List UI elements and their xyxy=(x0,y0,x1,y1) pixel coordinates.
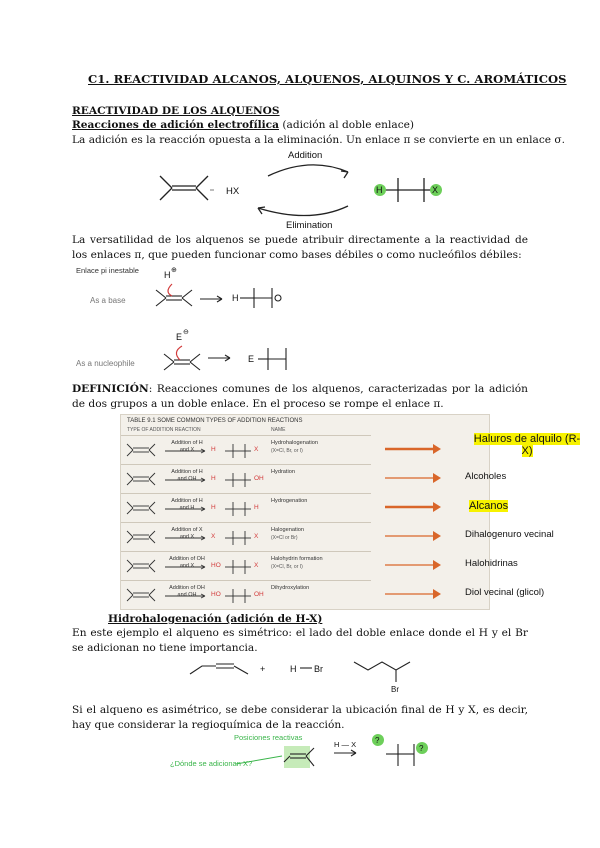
reaction-name: Dihydroxylation xyxy=(271,585,310,591)
minus-charge: ⊖ xyxy=(183,329,189,336)
reaction-subtitle: (X=Cl or Br) xyxy=(271,535,298,541)
left-group: H xyxy=(211,475,216,482)
reagent-hx: HX xyxy=(226,186,240,197)
reagent-label: Addition of X and X xyxy=(171,527,203,540)
product-note-text: Halohidrinas xyxy=(465,558,518,569)
table-row xyxy=(121,551,371,582)
table-row xyxy=(121,464,371,495)
reaction-subtitle: (X=Cl, Br, or I) xyxy=(271,448,303,454)
paragraph-1: La adición es la reacción opuesta a la eliminación. Un enlace π se convierte en un enlace σ. xyxy=(72,134,566,146)
left-group: H xyxy=(211,504,216,511)
left-group: HO xyxy=(211,562,221,569)
elimination-label: Elimination xyxy=(286,220,333,230)
addition-elimination-figure xyxy=(150,148,460,230)
table-row xyxy=(121,493,371,524)
right-group: H xyxy=(254,504,259,511)
h-atom: H xyxy=(290,664,297,674)
reagent-label: Addition of OH and OH xyxy=(169,585,205,598)
reaction-subtitle: (X=Cl, Br, or I) xyxy=(271,564,303,570)
left-group: X xyxy=(211,533,216,540)
product-note xyxy=(469,433,585,457)
note-arrow xyxy=(383,443,443,455)
note-arrow xyxy=(383,559,443,571)
product-note-text: Haluros de alquilo (R-X) xyxy=(473,433,581,457)
reaction-name: Hydrogenation xyxy=(271,498,308,504)
as-base-label: As a base xyxy=(90,296,126,305)
reaction-name: Hydration xyxy=(271,469,295,475)
plus-sign: + xyxy=(260,664,266,674)
question-1: ? xyxy=(375,736,380,745)
reaction-name: Hydrohalogenation xyxy=(271,440,318,446)
br-atom: Br xyxy=(314,664,323,674)
h-label: H xyxy=(376,185,383,195)
section-heading: REACTIVIDAD DE LOS ALQUENOS xyxy=(72,105,280,117)
product-note xyxy=(465,558,595,569)
h-plus-label: H xyxy=(164,270,171,280)
reaction-scheme xyxy=(121,494,371,523)
note-arrow xyxy=(383,472,443,484)
where-add-label: ¿Dónde se adicionan X? xyxy=(170,759,253,768)
left-group: H xyxy=(211,446,216,453)
right-group: X xyxy=(254,533,259,540)
reactive-positions-label: Posiciones reactivas xyxy=(234,733,303,742)
reaction-scheme xyxy=(121,552,371,581)
hx-reagent: H — X xyxy=(334,740,357,749)
table-caption: TABLE 9.1 SOME COMMON TYPES OF ADDITION REACTIONS xyxy=(127,418,303,424)
h-product: H xyxy=(232,293,239,303)
right-group: OH xyxy=(254,591,264,598)
note-arrow xyxy=(383,530,443,542)
product-note xyxy=(465,529,595,540)
definition-text: : Reacciones comunes de los alquenos, caracterizadas por la adición de dos grupos a un doble enlace. En el proceso se rompe el enlace π. xyxy=(72,383,528,410)
product-note-text: Alcoholes xyxy=(465,471,507,482)
product-note xyxy=(469,500,599,512)
product-note xyxy=(465,587,595,598)
base-nucleophile-figure xyxy=(72,264,332,376)
right-group: OH xyxy=(254,475,264,482)
paragraph-3: En este ejemplo el alqueno es simétrico: el lado del doble enlace donde el H y el Br se adicionan no tiene importancia. xyxy=(72,627,528,654)
regiochemistry-figure xyxy=(166,732,436,782)
reagent-label: Addition of H and H xyxy=(171,498,203,511)
br-product: Br xyxy=(391,685,399,694)
table-row xyxy=(121,580,371,611)
subheading xyxy=(72,118,414,133)
as-nucleophile-label: As a nucleophile xyxy=(76,359,135,368)
product-note-text: Dihalogenuro vecinal xyxy=(465,529,554,540)
note-arrow xyxy=(383,501,443,513)
hydrohalogenation-heading: Hidrohalogenación (adición de H-X) xyxy=(108,613,323,625)
reaction-scheme xyxy=(121,581,371,610)
reagent-label: Addition of H and X xyxy=(171,440,203,453)
reaction-scheme xyxy=(121,436,371,465)
e-product: E xyxy=(248,354,255,364)
enlace-pi-label: Enlace pi inestable xyxy=(76,266,139,275)
right-group: X xyxy=(254,446,259,453)
definition-paragraph xyxy=(72,382,528,411)
table-row xyxy=(121,522,371,553)
table-row xyxy=(121,435,371,466)
definition-label: DEFINICIÓN xyxy=(72,383,149,395)
addition-label: Addition xyxy=(288,150,323,161)
x-label: X xyxy=(432,185,439,195)
product-note-text: Alcanos xyxy=(469,500,509,512)
reagent-label: Addition of H and OH xyxy=(171,469,203,482)
e-label: E xyxy=(176,332,183,342)
reaction-scheme xyxy=(121,465,371,494)
product-note xyxy=(465,471,595,482)
paragraph-2: La versatilidad de los alquenos se puede atribuir directamente a la reactividad de los enlaces π, que pueden funcionar como bases débiles o como nucleófilos débiles: xyxy=(72,234,528,261)
table-col2-header: NAME xyxy=(271,427,286,433)
question-2: ? xyxy=(419,744,424,753)
left-group: HO xyxy=(211,591,221,598)
right-group: X xyxy=(254,562,259,569)
hbr-addition-figure xyxy=(186,654,446,698)
reagent-label: Addition of OH and X xyxy=(169,556,205,569)
paragraph-4: Si el alqueno es asimétrico, se debe considerar la ubicación final de H y X, es decir, hay que considerar la regioquímica de la reacción. xyxy=(72,704,528,731)
product-note-text: Diol vecinal (glicol) xyxy=(465,587,545,598)
table-col1-header: TYPE OF ADDITION REACTION xyxy=(127,427,201,433)
reaction-name: Halogenation xyxy=(271,527,304,533)
subheading-bold: Reacciones de adición electrofílica xyxy=(72,119,279,131)
note-arrow xyxy=(383,588,443,600)
reaction-name: Halohydrin formation xyxy=(271,556,323,562)
page-title: C1. REACTIVIDAD ALCANOS, ALQUENOS, ALQUINOS Y C. AROMÁTICOS xyxy=(88,72,567,86)
subheading-rest: (adición al doble enlace) xyxy=(279,119,415,131)
reaction-scheme xyxy=(121,523,371,552)
addition-reactions-table xyxy=(120,414,581,610)
plus-charge: ⊕ xyxy=(171,267,177,274)
